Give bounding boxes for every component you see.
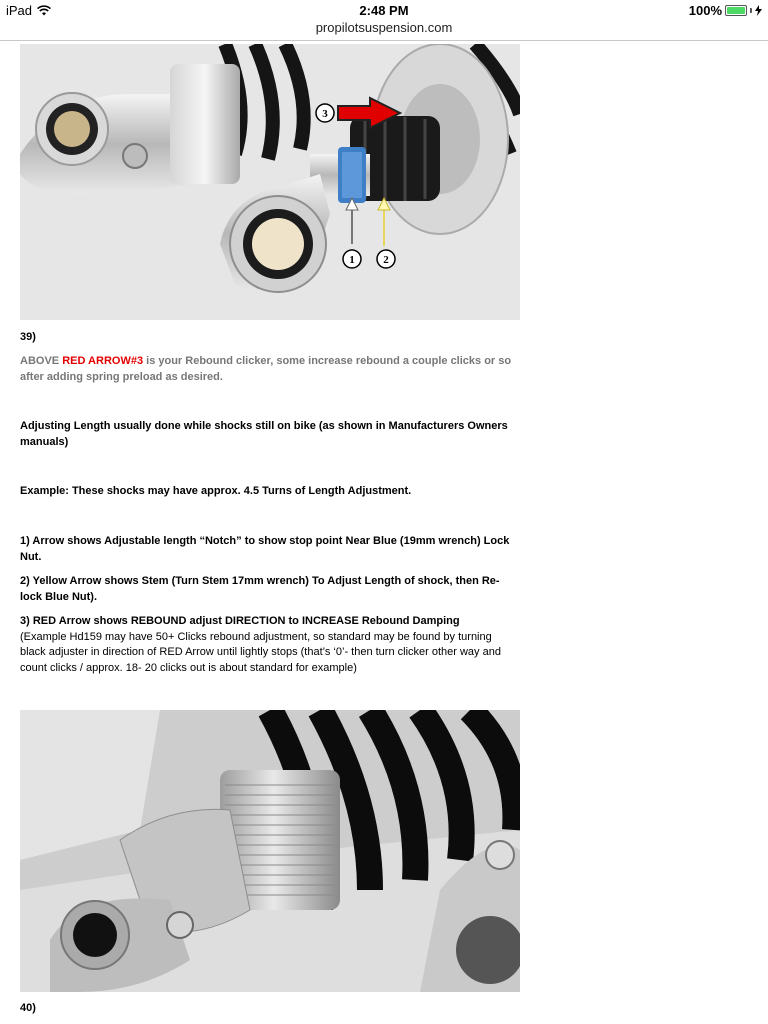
url-label[interactable]: propilotsuspension.com (315, 20, 453, 35)
shock-illustration-1 (20, 44, 520, 320)
rebound-rest: is your Rebound clicker, some increase rebound a couple clicks or so after adding spring preload as desired. (20, 355, 512, 383)
battery-cap (750, 8, 752, 13)
charging-bolt-icon (755, 5, 762, 16)
clock: 2:48 PM (359, 3, 409, 18)
rebound-lead: ABOVE (20, 355, 63, 367)
battery-percent: 100% (688, 3, 722, 18)
step-1: 1) Arrow shows Adjustable length “Notch” to show stop point Near Blue (19mm wrench) Lock Nut. (20, 535, 510, 563)
shock-photo-1 (20, 44, 520, 320)
shock-photo-2 (20, 710, 520, 992)
step-2: 2) Yellow Arrow shows Stem (Turn Stem 17mm wrench) To Adjust Length of shock, then Re-lock Blue Nut). (20, 575, 500, 603)
device-label: iPad (6, 3, 33, 18)
length-paragraph: Adjusting Length usually done while shocks still on bike (as shown in Manufacturers Owners manuals) (20, 420, 508, 448)
step-3 (20, 614, 520, 676)
battery-icon (725, 5, 747, 16)
figure-number-39: 39) (20, 331, 36, 343)
battery-fill (727, 7, 745, 14)
status-right (689, 3, 762, 18)
status-bar (0, 0, 768, 20)
callout-1: 1 (349, 254, 355, 266)
address-bar[interactable] (0, 19, 768, 41)
rebound-paragraph (20, 354, 520, 385)
step-3-heading: 3) RED Arrow shows REBOUND adjust DIRECTION to INCREASE Rebound Damping (20, 615, 460, 627)
step-3-body: (Example Hd159 may have 50+ Clicks rebound adjustment, so standard may be found by turning black adjuster in direction of RED Arrow until lightly stops (that’s ‘0’- then turn clicker other way and count clicks / approx. 18- 20 clicks out is about standard for example) (20, 630, 501, 674)
example-paragraph: Example: These shocks may have approx. 4.5 Turns of Length Adjustment. (20, 485, 412, 497)
callout-2: 2 (383, 254, 389, 266)
figure-number-40: 40) (20, 1002, 36, 1014)
shock-illustration-2 (20, 710, 520, 992)
red-arrow-highlight: RED ARROW#3 (62, 355, 144, 367)
callout-3: 3 (322, 108, 328, 120)
